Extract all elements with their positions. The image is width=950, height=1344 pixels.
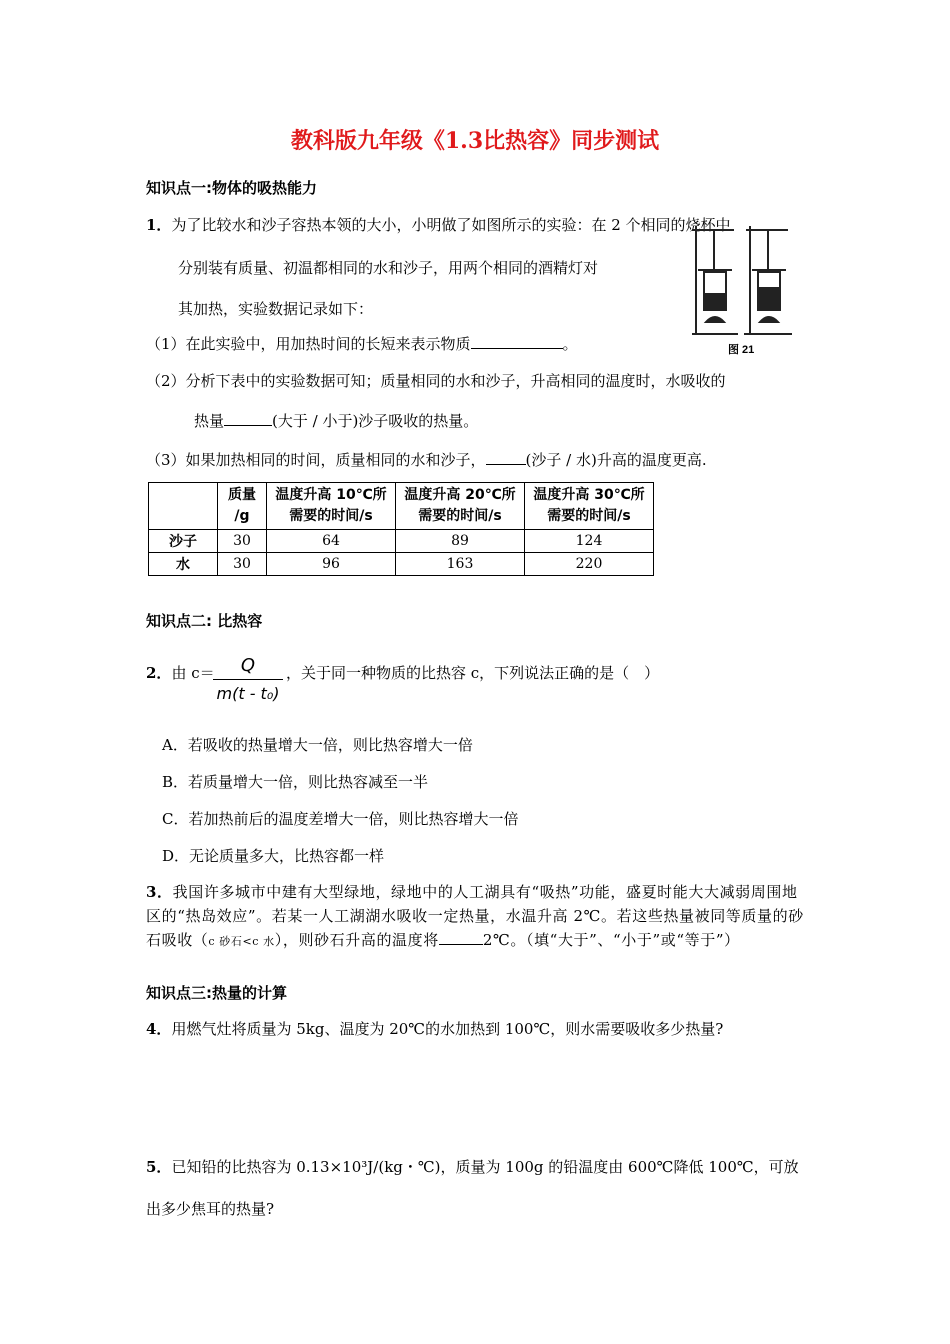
- question-text: 已知铅的比热容为 0.13×10³J/(kg・℃)，质量为 100g 的铅温度由 600℃降低 100℃，可放: [171, 1158, 799, 1176]
- table-cell: 30: [218, 553, 267, 576]
- question-1-part-2-line-1: （2）分析下表中的实验数据可知；质量相同的水和沙子，升高相同的温度时，水吸收的: [146, 372, 726, 390]
- question-text-c: 2℃。（填“大于”、“小于”或“等于”）: [482, 931, 740, 949]
- option-b[interactable]: B．若质量增大一倍，则比热容减至一半: [162, 773, 429, 791]
- table-cell: 89: [396, 530, 525, 553]
- section-heading-2: 知识点二: 比热容: [146, 612, 263, 630]
- section-heading-1: 知识点一:物体的吸热能力: [146, 179, 317, 197]
- question-number: 5．: [146, 1158, 172, 1176]
- question-number: 4．: [146, 1020, 172, 1038]
- table-cell: 163: [396, 553, 525, 576]
- table-header-cell: 温度升高 10℃所 需要的时间/s: [267, 483, 396, 530]
- inline-formula: c 砂石<c 水: [208, 935, 275, 948]
- table-header-cell: [149, 483, 218, 530]
- table-cell: 30: [218, 530, 267, 553]
- question-number: 3．: [146, 883, 173, 901]
- part-3-suffix: (沙子 / 水)升高的温度更高.: [525, 451, 707, 469]
- table-cell: 64: [267, 530, 396, 553]
- part-1-text: （1）在此实验中，用加热时间的长短来表示物质: [146, 335, 471, 353]
- fraction-denominator: m(t - t₀): [216, 684, 280, 703]
- section-heading-3: 知识点三:热量的计算: [146, 984, 287, 1002]
- table-header-cell: 温度升高 20℃所 需要的时间/s: [396, 483, 525, 530]
- question-1-line-3: 其加热，实验数据记录如下：: [178, 300, 374, 318]
- part-2-suffix: (大于 / 小于)沙子吸收的热量。: [272, 412, 479, 430]
- option-c[interactable]: C．若加热前后的温度差增大一倍，则比热容增大一倍: [162, 810, 519, 828]
- option-a[interactable]: A．若吸收的热量增大一倍，则比热容增大一倍: [162, 736, 473, 754]
- experiment-figure: [690, 222, 796, 358]
- answer-blank-4[interactable]: [439, 930, 483, 945]
- question-5-line-2: 出多少焦耳的热量?: [146, 1200, 275, 1218]
- fraction-numerator: Q: [213, 655, 283, 680]
- question-number: 2．: [146, 664, 172, 682]
- question-2-prefix: [146, 662, 215, 683]
- answer-blank-3[interactable]: [486, 450, 526, 465]
- question-2-suffix: ，关于同一种物质的比热容 c，下列说法正确的是（ ）: [286, 664, 660, 682]
- table-cell: 水: [149, 553, 218, 576]
- answer-blank-2[interactable]: [224, 411, 272, 426]
- question-text: 为了比较水和沙子容热本领的大小，小明做了如图所示的实验：在 2 个相同的烧杯中: [171, 216, 731, 234]
- table-header-cell: 温度升高 30℃所 需要的时间/s: [525, 483, 654, 530]
- table-row: [149, 553, 654, 576]
- page-title: 教科版九年级《1.3比热容》同步测试: [290, 128, 660, 154]
- question-1-line-2: 分别装有质量、初温都相同的水和沙子，用两个相同的酒精灯对: [178, 259, 599, 277]
- question-text: 我国许多城市中建有大型绿地，绿地中的人工湖具有“吸热”功能，盛夏时能大大减弱周围地区的“热岛效应”。若某一人工湖湖水吸收一定热量，水温升高 2℃。若这些热量被同等质量的砂石吸收（: [146, 883, 804, 949]
- question-text-b: ），则砂石升高的温度将: [274, 931, 439, 949]
- question-1-part-1: [146, 333, 578, 354]
- question-5-line-1: [146, 1156, 799, 1177]
- question-4: [146, 1018, 723, 1039]
- formula-fraction: [213, 655, 283, 703]
- part-3-prefix: （3）如果加热相同的时间，质量相同的水和沙子，: [146, 451, 486, 469]
- answer-blank-1[interactable]: [471, 334, 563, 349]
- option-d[interactable]: D．无论质量多大，比热容都一样: [162, 847, 385, 865]
- table-cell: 124: [525, 530, 654, 553]
- table-header-cell: 质量 /g: [218, 483, 267, 530]
- question-1-part-2-line-2: [194, 410, 478, 431]
- question-text: 用燃气灶将质量为 5kg、温度为 20℃的水加热到 100℃，则水需要吸收多少热量?: [171, 1020, 724, 1038]
- table-cell: 220: [525, 553, 654, 576]
- data-table: [148, 482, 654, 576]
- question-1-part-3: [146, 449, 707, 470]
- table-cell: 沙子: [149, 530, 218, 553]
- question-3: [146, 880, 811, 954]
- part-2-prefix: 热量: [194, 412, 225, 430]
- table-cell: 96: [267, 553, 396, 576]
- table-header-row: [149, 483, 654, 530]
- question-number: 1．: [146, 216, 172, 234]
- part-1-suffix: 。: [562, 335, 578, 353]
- figure-label: 图 21: [728, 344, 755, 356]
- table-row: [149, 530, 654, 553]
- question-text: 由 c＝: [171, 664, 215, 682]
- question-1-line-1: [146, 214, 731, 235]
